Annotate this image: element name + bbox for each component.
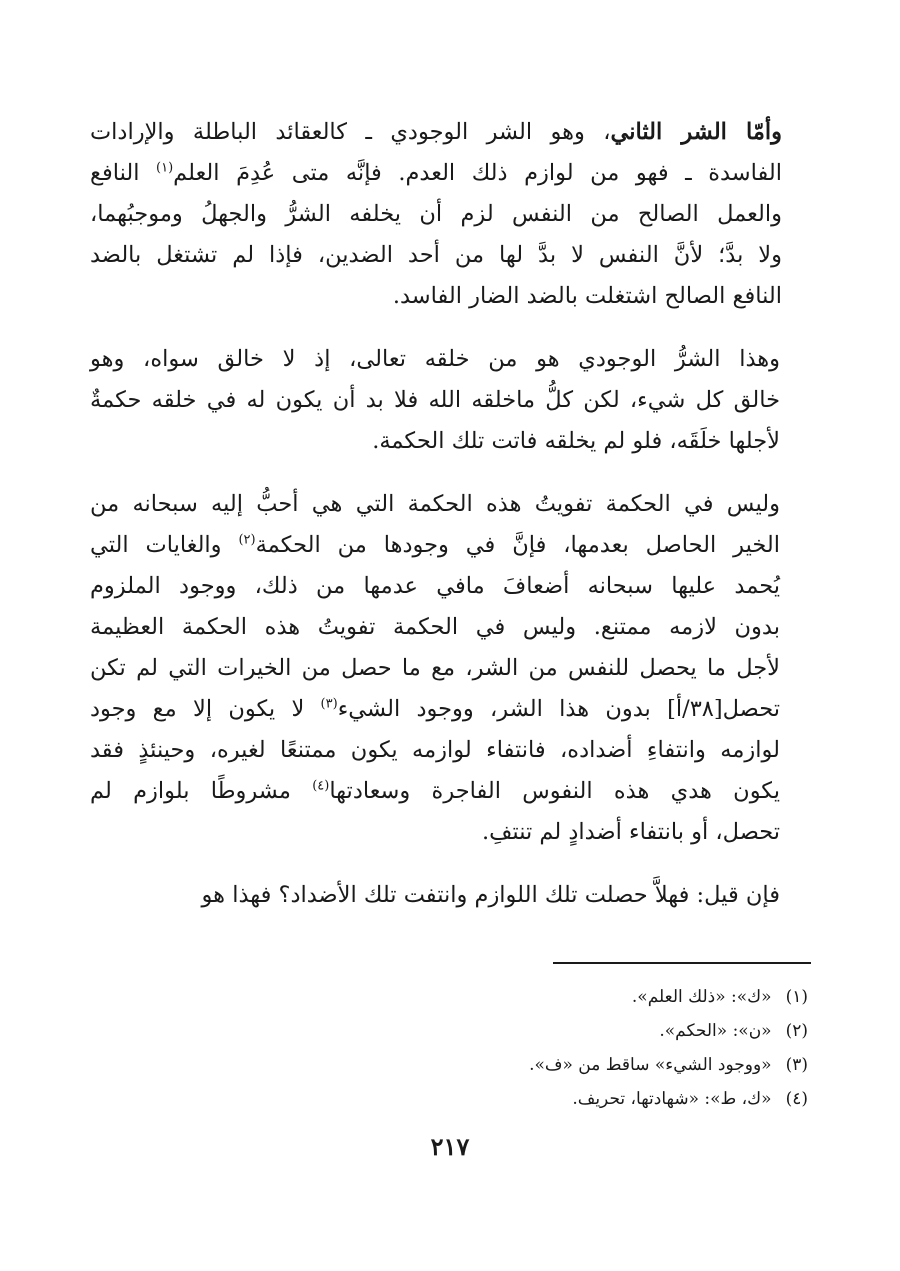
footnote-item [200,1082,808,1116]
footnote-marker: (٤) [312,778,330,794]
text-line: لأجل ما يحصل للنفس من الشر، مع ما حصل من الخيرات التي لم تكن [90,655,780,681]
text-line: يُحمد عليها سبحانه أضعافَ مافي عدمها من ذلك، ووجود الملزوم [90,573,780,599]
line-text: تحصل[٣٨/أ] بدون هذا الشر، ووجود الشيء [337,696,780,722]
text-line: والعمل الصالح من النفس لزم أن يخلفه الشرُّ والجهلُ وموجبُهما، [90,201,782,227]
paragraph-1 [90,112,810,317]
text-line: وهذا الشرُّ الوجودي هو من خلقه تعالى، إذ لا خالق سواه، وهو [90,346,780,372]
text-line [90,771,810,812]
footnote-marker: (١) [156,160,174,176]
footnote-number: (٤) [785,1089,808,1109]
text-line [90,525,810,566]
footnote-number: (٢) [785,1021,808,1041]
text-line: خالق كل شيء، لكن كلُّ ماخلقه الله فلا بد أن يكون له في خلقه حكمةٌ [90,387,780,413]
footnote-item [200,1048,808,1082]
text-line [90,689,810,730]
paragraph-3 [90,484,810,853]
text-line: النافع الصالح اشتغلت بالضد الضار الفاسد. [392,283,782,309]
text-line: بدون لازمه ممتنع. وليس في الحكمة تفويتُ هذه الحكمة العظيمة [90,614,780,640]
text-line: فإن قيل: فهلاَّ حصلت تلك اللوازم وانتفت تلك الأضداد؟ فهذا هو [201,882,780,908]
footnote-text: «ك»: «ذلك العلم». [631,987,772,1007]
line-text: مشروطًا بلوازم لم [90,778,313,804]
footnotes [200,980,808,1116]
footnote-marker: (٣) [320,696,338,712]
footnote-divider [553,962,811,964]
footnote-number: (٣) [785,1055,808,1075]
text-line: تحصل، أو بانتفاء أضدادٍ لم تنتفِ. [481,819,780,845]
footnote-item [200,980,808,1014]
line-text: ، وهو الشر الوجودي ـ كالعقائد الباطلة والإرادات [90,119,611,145]
page-number: ٢١٧ [430,1132,470,1161]
text-line [90,112,810,153]
line-text: الفاسدة ـ فهو من لوازم ذلك العدم. فإنَّه متى عُدِمَ العلم [173,160,783,186]
footnote-marker: (٢) [238,532,256,548]
line-text: النافع [90,160,157,186]
text-line: لأجلها خلَقَه، فلو لم يخلقه فاتت تلك الحكمة. [372,428,780,454]
line-text: لا يكون إلا مع وجود [90,696,321,722]
text-line: ولا بدَّ؛ لأنَّ النفس لا بدَّ لها من أحد الضدين، فإذا لم تشتغل بالضد [90,242,782,268]
text-line [90,153,810,194]
text-line: وليس في الحكمة تفويتُ هذه الحكمة التي هي أحبُّ إليه سبحانه من [90,491,780,517]
text-line: لوازمه وانتفاءِ أضداده، فانتفاء لوازمه يكون ممتنعًا لغيره، وحينئذٍ فقد [90,737,780,763]
footnote-item [200,1014,808,1048]
line-text: الخير الحاصل بعدمها، فإنَّ في وجودها من الحكمة [255,532,780,558]
main-text [90,112,810,938]
paragraph-4 [90,875,810,916]
footnote-number: (١) [785,987,808,1007]
line-text: والغايات التي [90,532,239,558]
footnote-text: «ن»: «الحكم». [659,1021,772,1041]
line-text: يكون هدي هذه النفوس الفاجرة وسعادتها [329,778,780,804]
paragraph-2 [90,339,810,462]
bold-heading: وأمّا الشر الثاني [610,119,782,145]
footnote-text: «ووجود الشيء» ساقط من «ف». [529,1055,772,1075]
footnote-text: «ك، ط»: «شهادتها، تحريف. [572,1089,772,1109]
